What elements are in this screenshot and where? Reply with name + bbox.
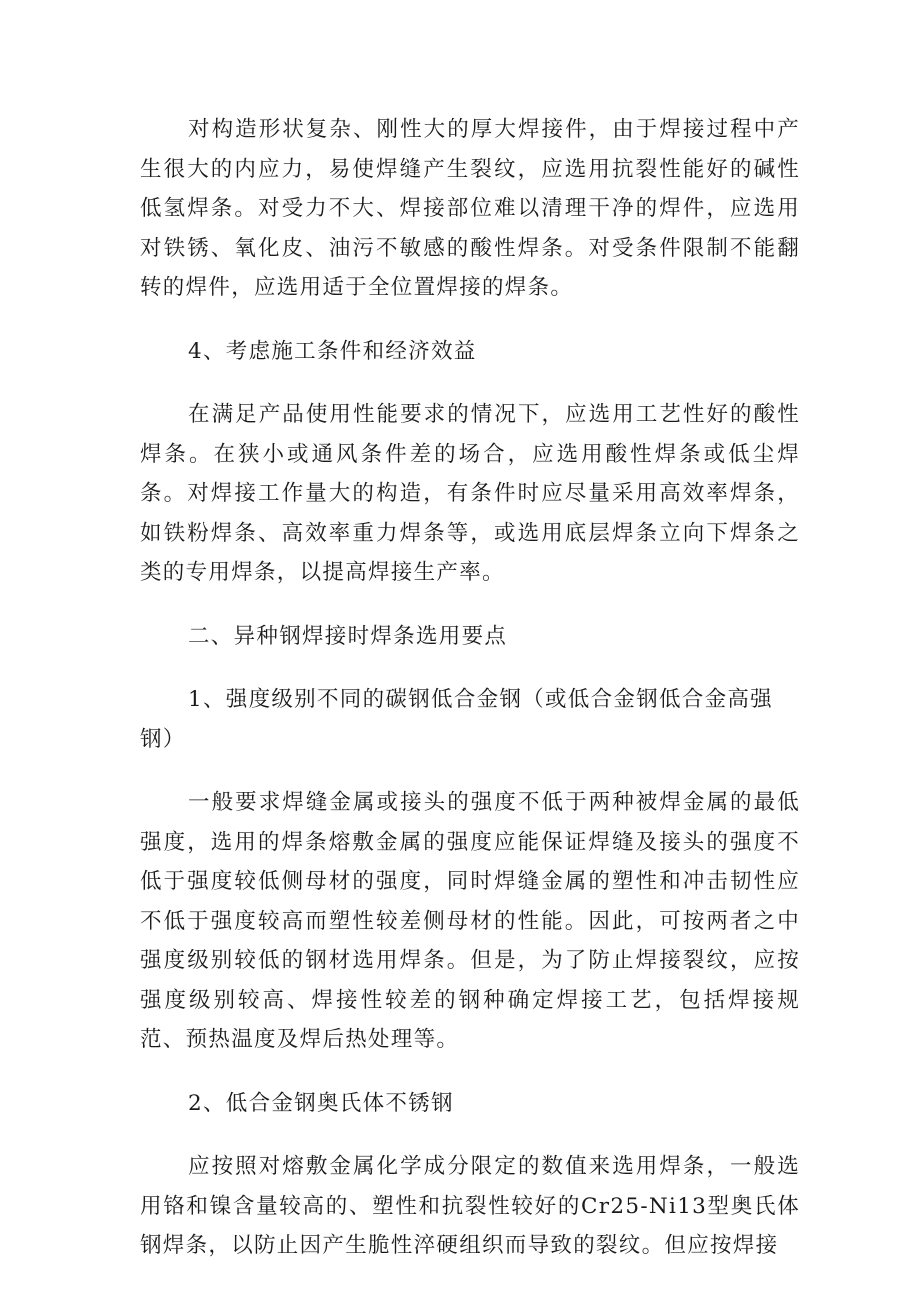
paragraph-strength-grade: 一般要求焊缝金属或接头的强度不低于两种被焊金属的最低强度，选用的焊条熔敷金属的强度应能保证焊缝及接头的强度不低于强度较低侧母材的强度，同时焊缝金属的塑性和冲击韧性应不低于强度较高而塑性较差侧母材的性能。因此，可按两者之中强度级别较低的钢材选用焊条。但是，为了防止焊接裂纹，应按强度级别较高、焊接性较差的钢种确定焊接工艺，包括焊接规范、预热温度及焊后热处理等。 xyxy=(140,790,800,1052)
paragraph-construction-economics: 在满足产品使用性能要求的情况下，应选用工艺性好的酸性焊条。在狭小或通风条件差的场合，应选用酸性焊条或低尘焊条。对焊接工作量大的构造，有条件时应尽量采用高效率焊条，如铁粉焊条、高效率重力焊条等，或选用底层焊条立向下焊条之类的专用焊条，以提高焊接生产率。 xyxy=(140,402,800,585)
paragraph-welding-complex-parts: 对构造形状复杂、刚性大的厚大焊接件，由于焊接过程中产生很大的内应力，易使焊缝产生裂纹，应选用抗裂性能好的碱性低氢焊条。对受力不大、焊接部位难以清理干净的焊件，应选用对铁锈、氧化皮、油污不敏感的酸性焊条。对受条件限制不能翻转的焊件，应选用适于全位置焊接的焊条。 xyxy=(140,117,800,300)
heading-strength-grade: 1、强度级别不同的碳钢低合金钢（或低合金钢低合金高强钢） xyxy=(140,687,773,752)
document-body xyxy=(140,110,800,1290)
heading-dissimilar-steel: 二、异种钢焊接时焊条选用要点 xyxy=(188,623,508,649)
heading-construction-economics: 4、考虑施工条件和经济效益 xyxy=(188,338,477,364)
paragraph-austenitic-stainless: 应按照对熔敷金属化学成分限定的数值来选用焊条，一般选用铬和镍含量较高的、塑性和抗裂性较好的Cr25-Ni13型奥氏体钢焊条，以防止因产生脆性淬硬组织而导致的裂纹。但应按焊接 xyxy=(140,1154,800,1258)
heading-austenitic-stainless: 2、低合金钢奥氏体不锈钢 xyxy=(188,1090,454,1116)
